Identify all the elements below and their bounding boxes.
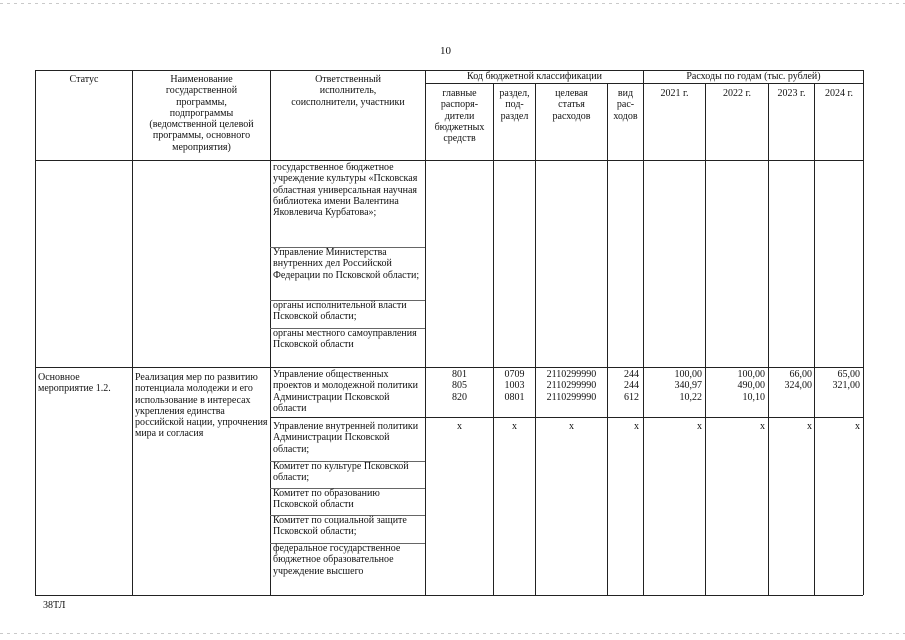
header-expenses: Расходы по годам (тыс. рублей) — [686, 71, 821, 82]
header-year-2023: 2023 г. — [777, 88, 806, 99]
col-target — [536, 369, 607, 403]
header-target: целевая статья расходов — [552, 88, 591, 122]
table-cell-2022: 10,10 — [742, 391, 765, 403]
table-cell-target: 2110299990 — [546, 380, 597, 392]
col-border — [643, 70, 644, 595]
scan-edge-bottom — [0, 633, 905, 634]
header-subdivider — [425, 83, 863, 84]
col-border — [425, 70, 426, 595]
table-cell-grbs: 805 — [452, 380, 467, 392]
col-2023 — [769, 369, 812, 403]
document-stamp: 38ТЛ — [43, 600, 66, 611]
x-mark: х — [634, 421, 639, 432]
col-border — [768, 83, 769, 595]
participant-item: Управление Министерства внутренних дел Российской Федерации по Псковской области; — [273, 247, 420, 281]
page-number: 10 — [440, 45, 451, 57]
participant-item: федеральное государственное бюджетное образовательное учреждение высшего — [273, 543, 401, 577]
col-border — [607, 83, 608, 595]
table-cell-2023: 324,00 — [784, 380, 812, 392]
table-cell-grbs: 801 — [452, 369, 467, 380]
header-razdel: раздел, под- раздел — [499, 88, 530, 122]
table-cell-2021: 10,22 — [679, 391, 702, 403]
col-razdel — [494, 369, 535, 403]
table-cell-2021: 340,97 — [674, 380, 702, 392]
table-cell-2023: 66,00 — [789, 369, 812, 380]
table-cell-grbs: 820 — [452, 391, 467, 403]
activity-participants — [273, 421, 423, 581]
x-mark: х — [457, 421, 462, 432]
table-cell-2022: 490,00 — [737, 380, 765, 392]
header-year-2024: 2024 г. — [825, 88, 853, 99]
x-mark: х — [807, 421, 812, 432]
x-mark: х — [855, 421, 860, 432]
table-cell-target: 2110299990 — [546, 369, 597, 380]
header-grbs: главные распоря- дители бюджетных средств — [434, 88, 485, 145]
col-border — [705, 83, 706, 595]
header-name: Наименование государственной программы, подпрограммы (ведомственной целевой программы, основного мероприятия) — [149, 74, 254, 153]
col-vid — [608, 369, 639, 403]
col-border — [814, 83, 815, 595]
activity-name: Реализация мер по развитию потенциала молодежи и его использование в интересах укрепления единства российской нации, упрочнения мира и согласия — [135, 372, 268, 440]
header-year-2021: 2021 г. — [660, 88, 689, 99]
col-2021 — [644, 369, 702, 403]
participant-item: Комитет по культуре Псковской области; — [273, 461, 409, 484]
participant-item: органы исполнительной власти Псковской области; — [273, 300, 407, 323]
col-grbs — [426, 369, 493, 403]
table-cell-razdel: 0709 — [504, 369, 525, 380]
row-divider-activity — [35, 367, 863, 368]
activity-responsible: Управление общественных проектов и молодежной политики Администрации Псковской области — [273, 369, 418, 414]
col-border — [35, 70, 36, 595]
table-cell-vid: 244 — [624, 380, 639, 392]
table-cell-vid: 612 — [624, 391, 639, 403]
header-bottom-border — [35, 160, 863, 161]
header-responsible: Ответственный исполнитель, соисполнители, участники — [291, 74, 405, 108]
table-cell-2023 — [769, 392, 812, 403]
table-cell-razdel: 1003 — [504, 380, 525, 392]
row-divider-participants — [270, 417, 863, 418]
x-mark: х — [569, 421, 574, 432]
col-border — [535, 83, 536, 595]
header-year-2022: 2022 г. — [723, 88, 751, 99]
table-cell-razdel: 0801 — [504, 391, 525, 403]
table-cell-2024 — [815, 392, 860, 403]
participant-item: государственное бюджетное учреждение культуры «Псковская областная универсальная научная библиотека имени Валентина Яковлевича Курбатова»; — [273, 162, 418, 219]
col-2024 — [815, 369, 860, 403]
table-cell-2022: 100,00 — [737, 369, 765, 380]
participant-item: Комитет по образованию Псковской области — [273, 488, 380, 511]
table-bottom-border — [35, 595, 863, 596]
table-cell-2024: 65,00 — [837, 369, 860, 380]
header-status: Статус — [69, 74, 99, 85]
activity-status: Основное мероприятие 1.2. — [38, 372, 111, 395]
scan-edge-top — [0, 3, 905, 4]
participant-item: органы местного самоуправления Псковской области — [273, 328, 417, 351]
x-mark: х — [512, 421, 517, 432]
x-mark: х — [760, 421, 765, 432]
col-border — [863, 70, 864, 595]
col-border — [493, 83, 494, 595]
col-border — [270, 70, 271, 595]
table-cell-2024: 321,00 — [832, 380, 860, 392]
participants-continuation — [273, 162, 423, 355]
x-mark: х — [697, 421, 702, 432]
header-budget-code: Код бюджетной классификации — [467, 71, 602, 82]
header-vid: вид рас- ходов — [613, 88, 638, 122]
table-cell-target: 2110299990 — [546, 391, 597, 403]
participant-item: Комитет по социальной защите Псковской области; — [273, 515, 407, 538]
col-2022 — [706, 369, 765, 403]
table-cell-vid: 244 — [624, 369, 639, 380]
table-cell-2021: 100,00 — [674, 369, 702, 380]
participant-item: Управление внутренней политики Администрации Псковской области; — [273, 421, 419, 455]
